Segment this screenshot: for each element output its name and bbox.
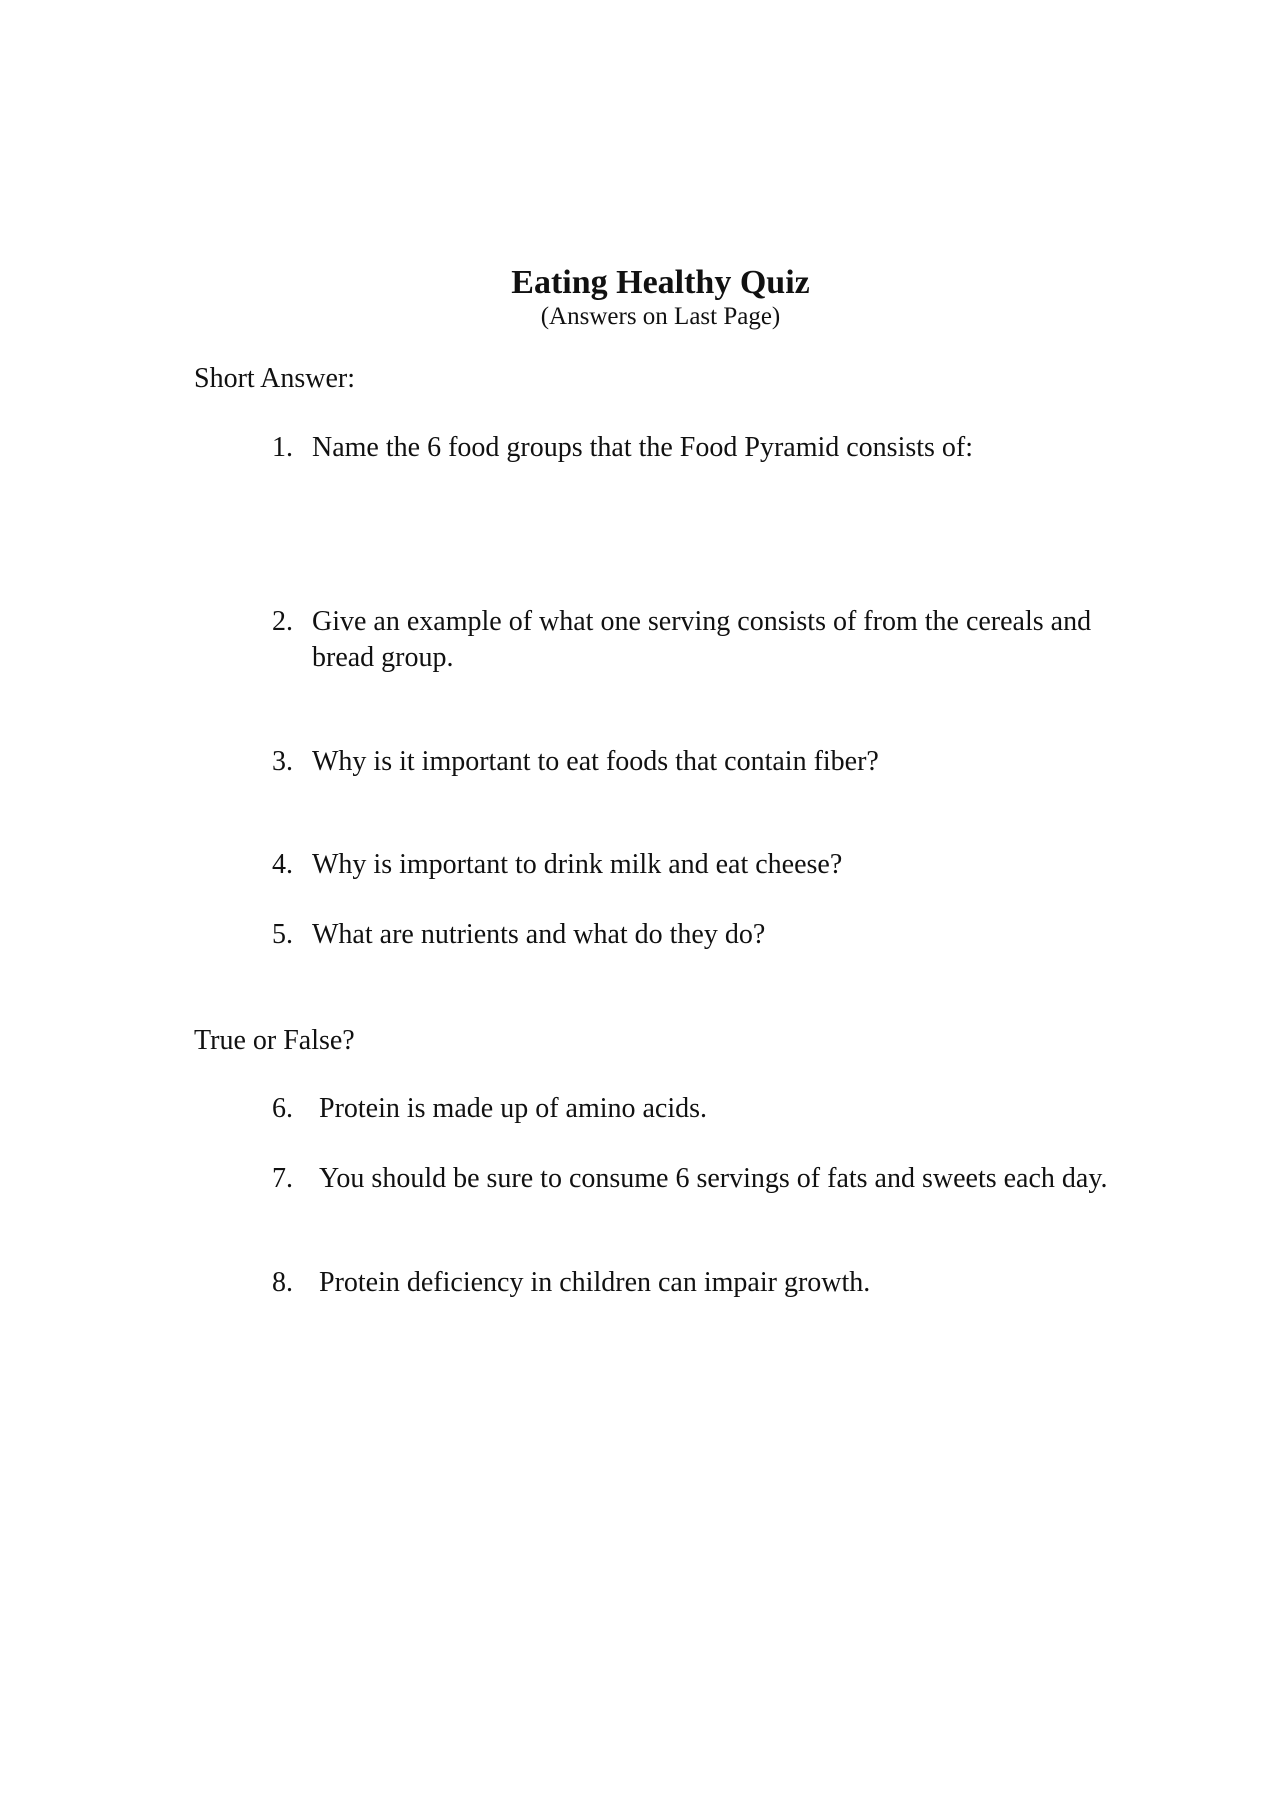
- question-7: [272, 1161, 1147, 1197]
- question-number: 8.: [272, 1267, 293, 1298]
- question-6: [272, 1091, 1147, 1127]
- question-text: Protein deficiency in children can impair growth.: [319, 1267, 871, 1298]
- question-number: 4.: [272, 849, 293, 880]
- question-1: [272, 430, 1132, 466]
- question-text: What are nutrients and what do they do?: [312, 919, 766, 950]
- question-text: Why is important to drink milk and eat cheese?: [312, 849, 843, 880]
- question-number: 3.: [272, 746, 293, 777]
- question-5: [272, 917, 1132, 953]
- section-heading-short-answer: Short Answer:: [194, 363, 355, 394]
- question-number: 1.: [272, 432, 293, 463]
- question-3: [272, 744, 1132, 780]
- question-text: Why is it important to eat foods that contain fiber?: [312, 746, 879, 777]
- question-text: Give an example of what one serving consists of from the cereals and bread group.: [312, 606, 1092, 673]
- question-2: [272, 604, 1132, 676]
- question-number: 6.: [272, 1093, 293, 1124]
- page-subtitle: (Answers on Last Page): [540, 303, 781, 330]
- page-title: Eating Healthy Quiz: [511, 264, 810, 301]
- question-4: [272, 847, 1132, 883]
- question-8: [272, 1265, 1147, 1301]
- question-number: 7.: [272, 1163, 293, 1194]
- question-number: 2.: [272, 606, 293, 637]
- section-heading-true-false: True or False?: [194, 1025, 355, 1056]
- question-text: You should be sure to consume 6 servings of fats and sweets each day.: [319, 1163, 1108, 1194]
- question-number: 5.: [272, 919, 293, 950]
- question-text: Name the 6 food groups that the Food Pyramid consists of:: [312, 432, 974, 463]
- question-text: Protein is made up of amino acids.: [319, 1093, 708, 1124]
